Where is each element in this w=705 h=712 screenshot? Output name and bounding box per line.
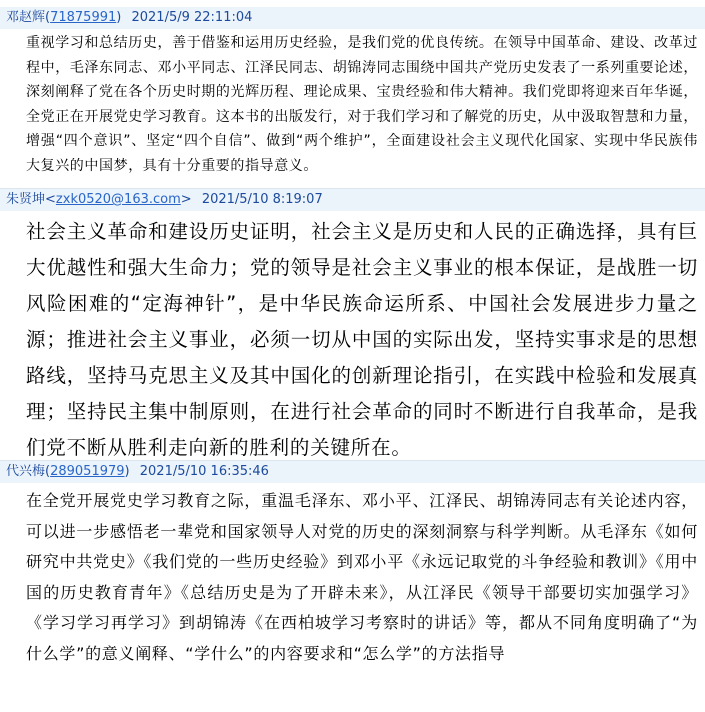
- comment-contact-link[interactable]: zxk0520@163.com: [55, 192, 181, 207]
- comment-author: 代兴梅: [6, 464, 46, 479]
- paren-close: ): [116, 10, 122, 25]
- paren-close: ): [124, 464, 130, 479]
- comment-contact-link[interactable]: 289051979: [50, 464, 125, 479]
- comment-author: 邓赵辉: [6, 10, 46, 25]
- comment-contact-link[interactable]: 71875991: [50, 10, 117, 25]
- comment-author: 朱贤坤: [6, 192, 46, 207]
- paren-open: <: [45, 192, 56, 207]
- comment-body: 社会主义革命和建设历史证明，社会主义是历史和人民的正确选择，具有巨大优越性和强大生命力；党的领导是社会主义事业的根本保证，是战胜一切风险困难的“定海神针”，是中华民族命运所系、中国社会发展进步力量之源；推进社会主义事业，必须一切从中国的实际出发，坚持实事求是的思想路线，坚持马克思主义及其中国化的创新理论指引，在实践中检验和发展真理；坚持民主集中制原则，在进行社会革命的同时不断进行自我革命，是我们党不断从胜利走向新的胜利的关键所在。: [26, 220, 698, 459]
- comment-body: 在全党开展党史学习教育之际，重温毛泽东、邓小平、江泽民、胡锦涛同志有关论述内容，可以进一步感悟老一辈党和国家领导人对党的历史的深刻洞察与科学判断。从毛泽东《如何研究中共党史》《我们党的一些历史经验》到邓小平《永远记取党的斗争经验和教训》《用中国的历史教育青年》《总结历史是为了开辟未来》，从江泽民《领导干部要切实加强学习》《学习学习再学习》到胡锦涛《在西柏坡学习考察时的讲话》等，都从不同角度明确了“为什么学”的意义阐释、“学什么”的内容要求和“怎么学”的方法指导: [26, 491, 698, 663]
- paren-open: (: [45, 10, 51, 25]
- comment-header: [0, 461, 705, 483]
- comment-time: 2021/5/9 22:11:04: [131, 10, 253, 25]
- comment-header: [0, 189, 705, 211]
- comment-time: 2021/5/10 8:19:07: [201, 192, 323, 207]
- comment-body: 重视学习和总结历史，善于借鉴和运用历史经验，是我们党的优良传统。在领导中国革命、建设、改革过程中，毛泽东同志、邓小平同志、江泽民同志、胡锦涛同志围绕中国共产党历史发表了一系列重要论述，深刻阐释了党在各个历史时期的光辉历程、理论成果、宝贵经验和伟大精神。我们党即将迎来百年华诞，全党正在开展党史学习教育。这本书的出版发行，对于我们学习和了解党的历史，从中汲取智慧和力量，增强“四个意识”、坚定“四个自信”、做到“两个维护”，全面建设社会主义现代化国家、实现中华民族伟大复兴的中国梦，具有十分重要的指导意义。: [26, 35, 698, 174]
- comment-time: 2021/5/10 16:35:46: [139, 464, 269, 479]
- comment-header: [0, 7, 705, 29]
- paren-close: >: [180, 192, 192, 207]
- paren-open: (: [45, 464, 51, 479]
